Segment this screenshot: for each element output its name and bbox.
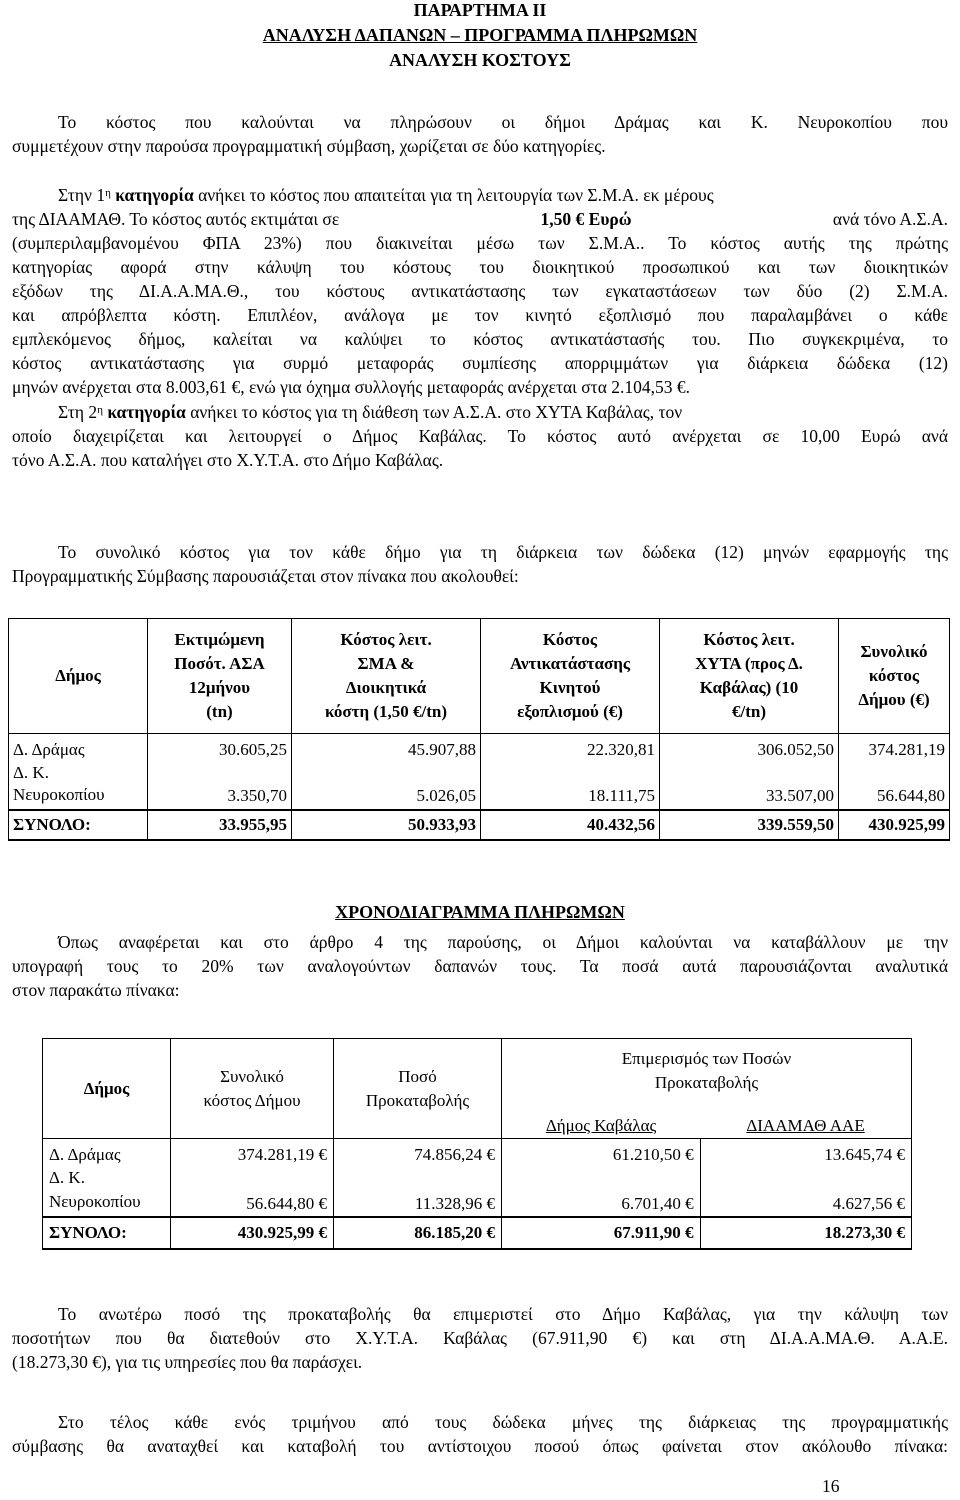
col-split: Επιμερισμός των Ποσών Προκαταβολής xyxy=(502,1039,912,1113)
annex-title: ΠΑΡΑΡΤΗΜΑ ΙΙ xyxy=(413,0,547,20)
table-total-row: ΣΥΝΟΛΟ: 430.925,99 € 86.185,20 € 67.911,90 € 18.273,30 € xyxy=(43,1217,912,1249)
advance-payment-table xyxy=(42,1038,912,1250)
quarterly-paragraph: Στο τέλος κάθε ενός τριμήνου από τους δώδεκα μήνες της διάρκειας της προγραμματικής σύμβασης θα αναταχθεί και καταβολή του αντίστοιχου ποσού όπως φαίνεται στον ακόλουθο πίνακα: xyxy=(12,1412,948,1456)
cost-breakdown-subtitle: ΑΝΑΛΥΣΗ ΚΟΣΤΟΥΣ xyxy=(389,50,571,70)
col-municipality: Δήμος xyxy=(43,1039,171,1139)
col-advance-amount: Ποσό Προκαταβολής xyxy=(334,1039,502,1139)
col-landfill-cost: Κόστος λειτ. ΧΥΤΑ (προς Δ. Καβάλας) (10 €/tn) xyxy=(660,619,839,734)
category-2-paragraph: Στη $2^\eta$ κατηγορία ανήκει το κόστος για τη διάθεση των Α.Σ.Α. στο ΧΥΤΑ Καβάλας, τον οποίο διαχειρίζεται και λειτουργεί ο Δήμος Καβάλας. Το κόστος αυτό ανέρχεται σε 10,00 Ευρώ ανά τόνο Α.Σ.Α. που καταλήγει στο Χ.Υ.Τ.Α. στο Δήμο Καβάλας. xyxy=(12,402,948,470)
payment-schedule-title: ΧΡΟΝΟΔΙΑΓΡΑΜΜΑ ΠΛΗΡΩΜΩΝ xyxy=(335,902,625,922)
schedule-paragraph: Όπως αναφέρεται και στο άρθρο 4 της παρούσης, οι Δήμοι καλούνται να καταβάλλουν με την υπογραφή τους το 20% των αναλογούντων δαπανών τους. Τα ποσά αυτά παρουσιάζονται αναλυτικά στον παρακάτω πίνακα: xyxy=(12,932,948,1000)
cost-table-header xyxy=(9,619,950,734)
col-total-cost: Συνολικό κόστος Δήμου (€) xyxy=(839,619,950,734)
col-replacement-cost: Κόστος Αντικατάστασης Κινητού εξοπλισμού (€) xyxy=(481,619,660,734)
category-1-paragraph: Στην $1^\eta$ κατηγορία ανήκει το κόστος που απαιτείται για τη λειτουργία των Σ.Μ.Α. εκ μέρους της ΔΙΑΑΜΑΘ. Το κόστος αυτός εκτιμάται σε 1,50 € Ευρώ ανά τόνο Α.Σ.Α. (συμπεριλαμβανομένου ΦΠΑ 23%) που διακινείται μέσω των Σ.Μ.Α.. Το κόστος αυτής της πρώτης κατηγορίας αφορά στην κάλυψη του κόστους του διοικητικού προσωπικού και των διοικητικών εξόδων της ΔΙ.Α.Α.ΜΑ.Θ., του κόστους αντικατάστασης των εγκαταστάσεων των δύο (2) Σ.Μ.Α. και απρόβλεπτα κόστη. Επιπλέον, ανάλογα με τον κινητό εξοπλισμό που παραλαμβάνει ο κάθε εμπλεκόμενος δήμος, καλείται να καλύψει το κόστος αντικατάστασής του. Πιο συγκεκριμένα, το κόστος αντικατάστασης για συρμό μεταφοράς συμπίεσης απορριμμάτων για διάρκεια δώδεκα (12) μηνών ανέρχεται στα 8.003,61 €, ενώ για όχημα συλλογής μεταφοράς ανέρχεται στα 2.104,53 €. xyxy=(12,185,948,397)
table-row: Δ. Δράμας 374.281,19 € 74.856,24 € 61.210,50 € 13.645,74 € xyxy=(43,1139,912,1165)
allocation-paragraph: Το ανωτέρω ποσό της προκαταβολής θα επιμεριστεί στο Δήμο Καβάλας, για την κάλυψη των ποσοτήτων που θα διατεθούν στο Χ.Υ.Τ.Α. Καβάλας (67.911,90 €) και στη ΔΙ.Α.Α.ΜΑ.Θ. Α.Α.Ε. (18.273,30 €), για τις υπηρεσίες που θα παράσχει. xyxy=(12,1304,948,1372)
col-kavala: Δήμος Καβάλας xyxy=(502,1113,701,1139)
cost-analysis-title: ΑΝΑΛΥΣΗ ΔΑΠΑΝΩΝ – ΠΡΟΓΡΑΜΜΑ ΠΛΗΡΩΜΩΝ xyxy=(262,25,698,45)
col-operating-cost: Κόστος λειτ. ΣΜΑ & Διοικητικά κόστη (1,50 €/tn) xyxy=(292,619,481,734)
col-quantity: Εκτιμώμενη Ποσότ. ΑΣΑ 12μήνου (tn) xyxy=(148,619,292,734)
advance-table-header xyxy=(43,1039,912,1113)
col-total: Συνολικό κόστος Δήμου xyxy=(171,1039,334,1139)
table-row: Δ. Δράμας 30.605,25 45.907,88 22.320,81 306.052,50 374.281,19 xyxy=(9,734,950,760)
cost-table xyxy=(8,618,950,841)
intro-paragraph: Το κόστος που καλούνται να πληρώσουν οι δήμοι Δράμας και Κ. Νευροκοπίου που συμμετέχουν στην παρούσα προγραμματική σύμβαση, χωρίζεται σε δύο κατηγορίες. xyxy=(12,112,948,156)
summary-paragraph: Το συνολικό κόστος για τον κάθε δήμο για τη διάρκεια των δώδεκα (12) μηνών εφαρμογής της Προγραμματικής Σύμβασης παρουσιάζεται στον πίνακα που ακολουθεί: xyxy=(12,542,948,586)
table-total-row: ΣΥΝΟΛΟ: 33.955,95 50.933,93 40.432,56 339.559,50 430.925,99 xyxy=(9,810,950,840)
table-row: Δ. Κ. Νευροκοπίου 3.350,70 5.026,05 18.111,75 33.507,00 56.644,80 xyxy=(9,760,950,810)
table-row: Δ. Κ. Νευροκοπίου 56.644,80 € 11.328,96 € 6.701,40 € 4.627,56 € xyxy=(43,1165,912,1217)
page-number: 16 xyxy=(822,1476,840,1496)
col-municipality: Δήμος xyxy=(9,619,148,734)
col-diaamath: ΔΙΑΑΜΑΘ ΑΑΕ xyxy=(700,1113,911,1139)
